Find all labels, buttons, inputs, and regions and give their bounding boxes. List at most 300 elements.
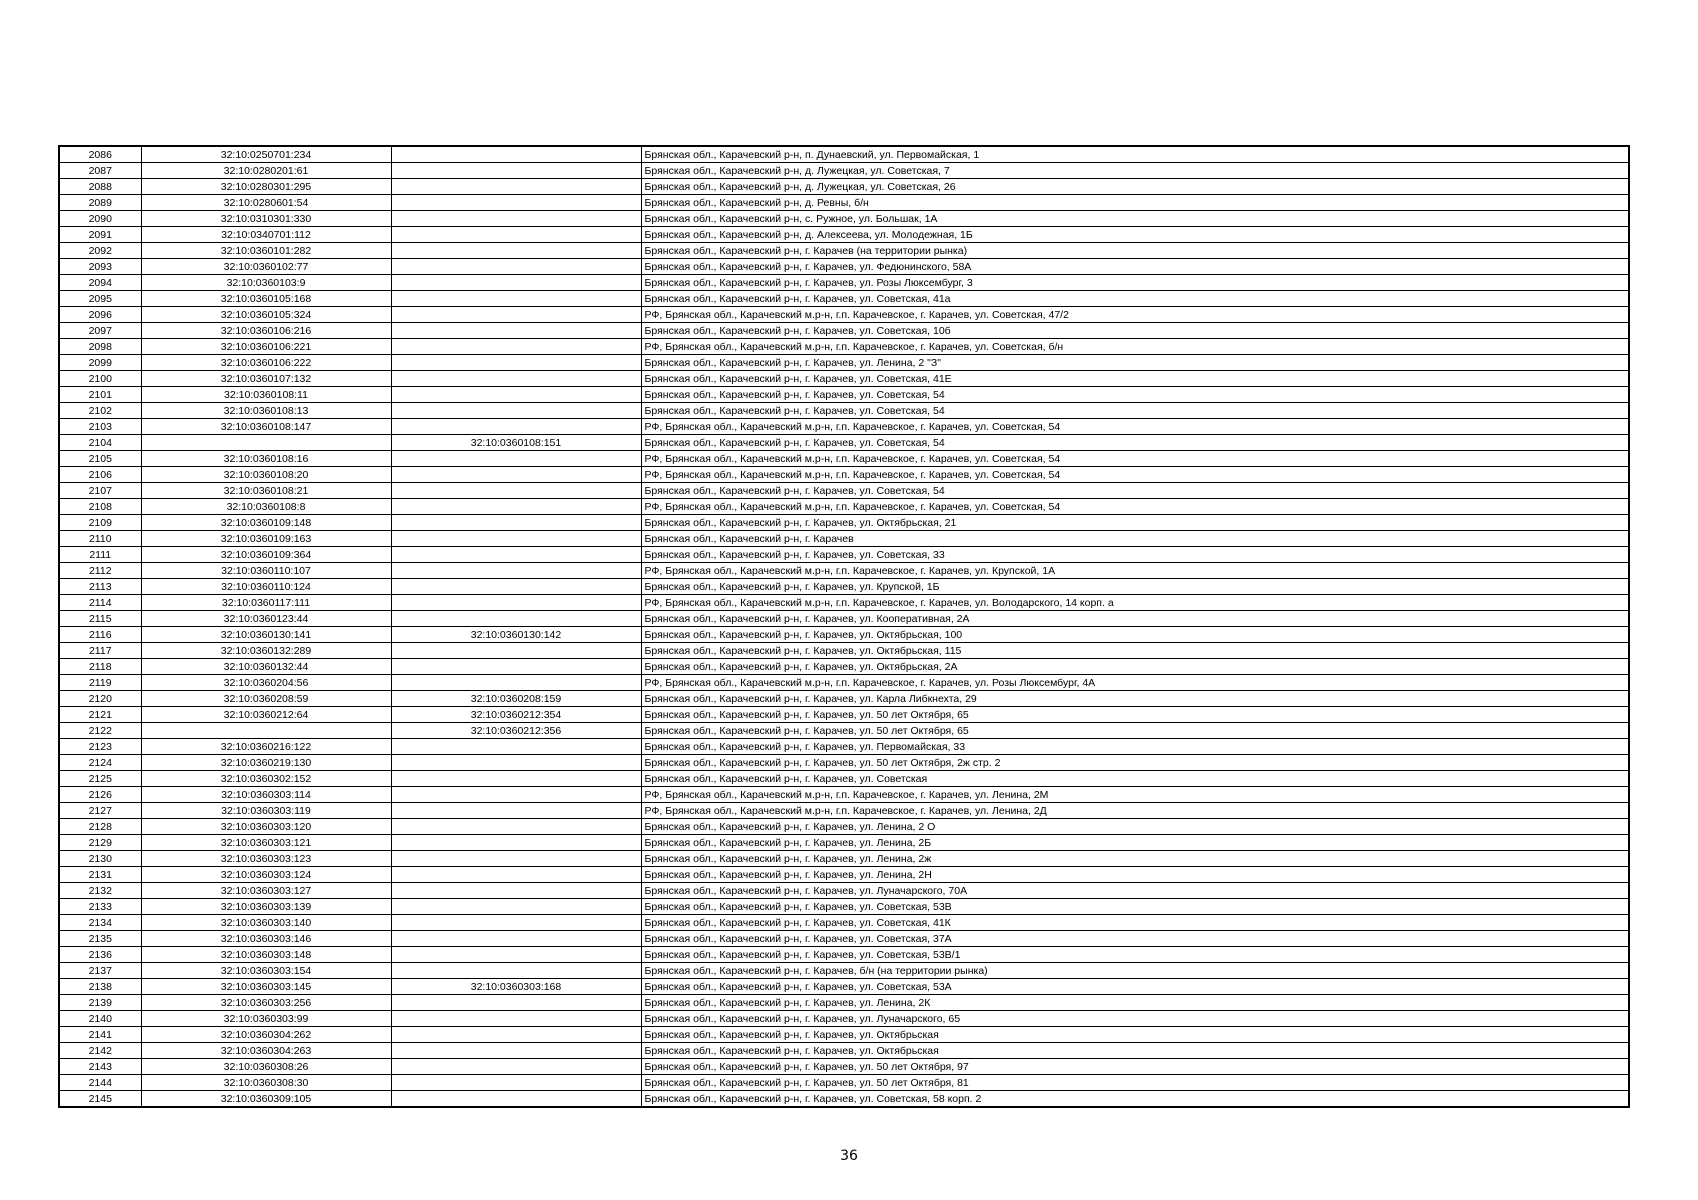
- row-number-cell: 2129: [59, 835, 141, 851]
- related-cadastral-number-cell: [391, 531, 641, 547]
- address-cell: Брянская обл., Карачевский р-н, г. Карачев, ул. 50 лет Октября, 97: [641, 1059, 1629, 1075]
- address-cell: РФ, Брянская обл., Карачевский м.р-н, г.п. Карачевское, г. Карачев, ул. Советская, 54: [641, 419, 1629, 435]
- related-cadastral-number-cell: [391, 1091, 641, 1108]
- related-cadastral-number-cell: [391, 547, 641, 563]
- cadastral-number-cell: 32:10:0360108:13: [141, 403, 391, 419]
- cadastral-number-cell: 32:10:0360216:122: [141, 739, 391, 755]
- related-cadastral-number-cell: [391, 771, 641, 787]
- table-row: [59, 963, 1629, 979]
- address-cell: Брянская обл., Карачевский р-н, г. Карачев, ул. Советская, 54: [641, 483, 1629, 499]
- cadastral-number-cell: 32:10:0360304:263: [141, 1043, 391, 1059]
- table-row: [59, 531, 1629, 547]
- address-cell: Брянская обл., Карачевский р-н, г. Карачев, ул. Советская, 58 корп. 2: [641, 1091, 1629, 1108]
- table-row: [59, 323, 1629, 339]
- table-row: [59, 691, 1629, 707]
- cadastral-number-cell: 32:10:0250701:234: [141, 146, 391, 163]
- row-number-cell: 2134: [59, 915, 141, 931]
- cadastral-number-cell: 32:10:0360117:111: [141, 595, 391, 611]
- address-cell: Брянская обл., Карачевский р-н, г. Карачев: [641, 531, 1629, 547]
- row-number-cell: 2139: [59, 995, 141, 1011]
- table-row: [59, 1043, 1629, 1059]
- table-row: [59, 723, 1629, 739]
- table-row: [59, 339, 1629, 355]
- table-row: [59, 291, 1629, 307]
- address-cell: Брянская обл., Карачевский р-н, с. Ружное, ул. Большак, 1А: [641, 211, 1629, 227]
- table-row: [59, 179, 1629, 195]
- cadastral-number-cell: 32:10:0360219:130: [141, 755, 391, 771]
- address-cell: РФ, Брянская обл., Карачевский м.р-н, г.п. Карачевское, г. Карачев, ул. Советская, 47/2: [641, 307, 1629, 323]
- address-cell: Брянская обл., Карачевский р-н, г. Карачев, ул. Советская, 53В/1: [641, 947, 1629, 963]
- row-number-cell: 2121: [59, 707, 141, 723]
- cadastral-number-cell: 32:10:0360106:216: [141, 323, 391, 339]
- row-number-cell: 2136: [59, 947, 141, 963]
- address-cell: Брянская обл., Карачевский р-н, г. Карачев, ул. Октябрьская, 21: [641, 515, 1629, 531]
- cadastral-number-cell: 32:10:0360105:168: [141, 291, 391, 307]
- address-cell: Брянская обл., Карачевский р-н, г. Карачев, ул. Ленина, 2К: [641, 995, 1629, 1011]
- row-number-cell: 2109: [59, 515, 141, 531]
- table-row: [59, 1075, 1629, 1091]
- cadastral-number-cell: 32:10:0360106:222: [141, 355, 391, 371]
- table-row: [59, 275, 1629, 291]
- row-number-cell: 2132: [59, 883, 141, 899]
- property-table: [58, 145, 1630, 1108]
- row-number-cell: 2120: [59, 691, 141, 707]
- table-row: [59, 611, 1629, 627]
- cadastral-number-cell: 32:10:0360303:99: [141, 1011, 391, 1027]
- related-cadastral-number-cell: [391, 195, 641, 211]
- table-row: [59, 419, 1629, 435]
- related-cadastral-number-cell: [391, 451, 641, 467]
- table-row: [59, 1059, 1629, 1075]
- cadastral-number-cell: 32:10:0360303:120: [141, 819, 391, 835]
- related-cadastral-number-cell: [391, 931, 641, 947]
- address-cell: Брянская обл., Карачевский р-н, г. Карачев, ул. 50 лет Октября, 65: [641, 707, 1629, 723]
- row-number-cell: 2093: [59, 259, 141, 275]
- row-number-cell: 2098: [59, 339, 141, 355]
- address-cell: Брянская обл., Карачевский р-н, г. Карачев, ул. Советская, 54: [641, 403, 1629, 419]
- cadastral-number-cell: 32:10:0360303:154: [141, 963, 391, 979]
- row-number-cell: 2141: [59, 1027, 141, 1043]
- cadastral-number-cell: 32:10:0360208:59: [141, 691, 391, 707]
- row-number-cell: 2102: [59, 403, 141, 419]
- table-row: [59, 515, 1629, 531]
- table-row: [59, 643, 1629, 659]
- related-cadastral-number-cell: [391, 1043, 641, 1059]
- cadastral-number-cell: 32:10:0360108:21: [141, 483, 391, 499]
- related-cadastral-number-cell: [391, 467, 641, 483]
- address-cell: Брянская обл., Карачевский р-н, г. Карачев, ул. Луначарского, 70А: [641, 883, 1629, 899]
- table-row: [59, 867, 1629, 883]
- related-cadastral-number-cell: [391, 339, 641, 355]
- address-cell: Брянская обл., Карачевский р-н, г. Карачев, ул. Советская, 54: [641, 435, 1629, 451]
- table-row: [59, 739, 1629, 755]
- related-cadastral-number-cell: [391, 1059, 641, 1075]
- address-cell: Брянская обл., Карачевский р-н, г. Карачев, ул. Советская, 41К: [641, 915, 1629, 931]
- row-number-cell: 2107: [59, 483, 141, 499]
- related-cadastral-number-cell: [391, 995, 641, 1011]
- address-cell: Брянская обл., Карачевский р-н, г. Карачев, ул. Советская, 53В: [641, 899, 1629, 915]
- row-number-cell: 2114: [59, 595, 141, 611]
- related-cadastral-number-cell: 32:10:0360130:142: [391, 627, 641, 643]
- cadastral-number-cell: 32:10:0360123:44: [141, 611, 391, 627]
- related-cadastral-number-cell: [391, 915, 641, 931]
- row-number-cell: 2131: [59, 867, 141, 883]
- row-number-cell: 2101: [59, 387, 141, 403]
- address-cell: Брянская обл., Карачевский р-н, г. Карачев, ул. Ленина, 2 "З": [641, 355, 1629, 371]
- related-cadastral-number-cell: [391, 163, 641, 179]
- row-number-cell: 2104: [59, 435, 141, 451]
- cadastral-number-cell: 32:10:0360130:141: [141, 627, 391, 643]
- cadastral-number-cell: [141, 723, 391, 739]
- cadastral-number-cell: 32:10:0360303:146: [141, 931, 391, 947]
- related-cadastral-number-cell: 32:10:0360108:151: [391, 435, 641, 451]
- table-row: [59, 451, 1629, 467]
- cadastral-number-cell: 32:10:0360108:8: [141, 499, 391, 515]
- address-cell: РФ, Брянская обл., Карачевский м.р-н, г.п. Карачевское, г. Карачев, ул. Володарского, 14 корп. а: [641, 595, 1629, 611]
- related-cadastral-number-cell: [391, 835, 641, 851]
- related-cadastral-number-cell: [391, 1011, 641, 1027]
- table-row: [59, 243, 1629, 259]
- cadastral-number-cell: 32:10:0360212:64: [141, 707, 391, 723]
- related-cadastral-number-cell: [391, 243, 641, 259]
- table-row: [59, 163, 1629, 179]
- table-row: [59, 483, 1629, 499]
- cadastral-number-cell: 32:10:0360107:132: [141, 371, 391, 387]
- cadastral-number-cell: 32:10:0340701:112: [141, 227, 391, 243]
- table-row: [59, 1011, 1629, 1027]
- row-number-cell: 2144: [59, 1075, 141, 1091]
- row-number-cell: 2142: [59, 1043, 141, 1059]
- related-cadastral-number-cell: [391, 739, 641, 755]
- row-number-cell: 2122: [59, 723, 141, 739]
- row-number-cell: 2100: [59, 371, 141, 387]
- related-cadastral-number-cell: [391, 307, 641, 323]
- related-cadastral-number-cell: [391, 515, 641, 531]
- related-cadastral-number-cell: [391, 883, 641, 899]
- address-cell: РФ, Брянская обл., Карачевский м.р-н, г.п. Карачевское, г. Карачев, ул. Ленина, 2М: [641, 787, 1629, 803]
- cadastral-number-cell: 32:10:0360308:30: [141, 1075, 391, 1091]
- related-cadastral-number-cell: [391, 1075, 641, 1091]
- table-row: [59, 403, 1629, 419]
- table-row: [59, 883, 1629, 899]
- row-number-cell: 2135: [59, 931, 141, 947]
- table-row: [59, 1027, 1629, 1043]
- table-row: [59, 467, 1629, 483]
- cadastral-number-cell: 32:10:0360109:148: [141, 515, 391, 531]
- cadastral-number-cell: 32:10:0310301:330: [141, 211, 391, 227]
- cadastral-number-cell: 32:10:0360308:26: [141, 1059, 391, 1075]
- address-cell: Брянская обл., Карачевский р-н, г. Карачев, ул. Федюнинского, 58А: [641, 259, 1629, 275]
- row-number-cell: 2119: [59, 675, 141, 691]
- table-row: [59, 707, 1629, 723]
- cadastral-number-cell: [141, 435, 391, 451]
- row-number-cell: 2089: [59, 195, 141, 211]
- row-number-cell: 2099: [59, 355, 141, 371]
- cadastral-number-cell: 32:10:0360303:139: [141, 899, 391, 915]
- cadastral-number-cell: 32:10:0360109:163: [141, 531, 391, 547]
- row-number-cell: 2111: [59, 547, 141, 563]
- row-number-cell: 2124: [59, 755, 141, 771]
- cadastral-number-cell: 32:10:0360110:124: [141, 579, 391, 595]
- table-row: [59, 771, 1629, 787]
- address-cell: РФ, Брянская обл., Карачевский м.р-н, г.п. Карачевское, г. Карачев, ул. Советская, 54: [641, 451, 1629, 467]
- address-cell: РФ, Брянская обл., Карачевский м.р-н, г.п. Карачевское, г. Карачев, ул. Ленина, 2Д: [641, 803, 1629, 819]
- table-row: [59, 595, 1629, 611]
- row-number-cell: 2117: [59, 643, 141, 659]
- address-cell: Брянская обл., Карачевский р-н, г. Карачев, ул. Советская, 41а: [641, 291, 1629, 307]
- cadastral-number-cell: 32:10:0360302:152: [141, 771, 391, 787]
- related-cadastral-number-cell: [391, 227, 641, 243]
- related-cadastral-number-cell: [391, 947, 641, 963]
- row-number-cell: 2137: [59, 963, 141, 979]
- cadastral-number-cell: 32:10:0360309:105: [141, 1091, 391, 1108]
- address-cell: Брянская обл., Карачевский р-н, г. Карачев, ул. Розы Люксембург, 3: [641, 275, 1629, 291]
- table-row: [59, 499, 1629, 515]
- address-cell: Брянская обл., Карачевский р-н, г. Карачев, ул. Советская, 10б: [641, 323, 1629, 339]
- related-cadastral-number-cell: [391, 483, 641, 499]
- table-row: [59, 435, 1629, 451]
- cadastral-number-cell: 32:10:0360108:11: [141, 387, 391, 403]
- address-cell: Брянская обл., Карачевский р-н, г. Карачев, ул. Советская, 37А: [641, 931, 1629, 947]
- related-cadastral-number-cell: [391, 179, 641, 195]
- table-row: [59, 931, 1629, 947]
- cadastral-number-cell: 32:10:0360108:20: [141, 467, 391, 483]
- related-cadastral-number-cell: [391, 867, 641, 883]
- cadastral-number-cell: 32:10:0360101:282: [141, 243, 391, 259]
- address-cell: Брянская обл., Карачевский р-н, г. Карачев, ул. Ленина, 2ж: [641, 851, 1629, 867]
- row-number-cell: 2138: [59, 979, 141, 995]
- cadastral-number-cell: 32:10:0360303:148: [141, 947, 391, 963]
- row-number-cell: 2115: [59, 611, 141, 627]
- address-cell: Брянская обл., Карачевский р-н, г. Карачев, ул. Советская, 41Е: [641, 371, 1629, 387]
- related-cadastral-number-cell: [391, 371, 641, 387]
- related-cadastral-number-cell: [391, 595, 641, 611]
- related-cadastral-number-cell: [391, 387, 641, 403]
- address-cell: Брянская обл., Карачевский р-н, г. Карачев, ул. Октябрьская, 115: [641, 643, 1629, 659]
- cadastral-number-cell: 32:10:0360108:16: [141, 451, 391, 467]
- row-number-cell: 2127: [59, 803, 141, 819]
- cadastral-number-cell: 32:10:0360303:256: [141, 995, 391, 1011]
- related-cadastral-number-cell: [391, 611, 641, 627]
- cadastral-number-cell: 32:10:0360204:56: [141, 675, 391, 691]
- cadastral-number-cell: 32:10:0280201:61: [141, 163, 391, 179]
- table-row: [59, 371, 1629, 387]
- table-row: [59, 899, 1629, 915]
- related-cadastral-number-cell: [391, 403, 641, 419]
- address-cell: Брянская обл., Карачевский р-н, г. Карачев, ул. Ленина, 2Б: [641, 835, 1629, 851]
- address-cell: Брянская обл., Карачевский р-н, г. Карачев, ул. Ленина, 2 О: [641, 819, 1629, 835]
- row-number-cell: 2116: [59, 627, 141, 643]
- table-row: [59, 547, 1629, 563]
- address-cell: Брянская обл., Карачевский р-н, п. Дунаевский, ул. Первомайская, 1: [641, 146, 1629, 163]
- table-row: [59, 227, 1629, 243]
- address-cell: Брянская обл., Карачевский р-н, г. Карачев, ул. Советская: [641, 771, 1629, 787]
- row-number-cell: 2123: [59, 739, 141, 755]
- row-number-cell: 2095: [59, 291, 141, 307]
- address-cell: Брянская обл., Карачевский р-н, г. Карачев, ул. Советская, 33: [641, 547, 1629, 563]
- related-cadastral-number-cell: [391, 323, 641, 339]
- related-cadastral-number-cell: [391, 291, 641, 307]
- related-cadastral-number-cell: [391, 419, 641, 435]
- cadastral-number-cell: 32:10:0360106:221: [141, 339, 391, 355]
- related-cadastral-number-cell: [391, 275, 641, 291]
- cadastral-number-cell: 32:10:0360303:123: [141, 851, 391, 867]
- row-number-cell: 2126: [59, 787, 141, 803]
- address-cell: Брянская обл., Карачевский р-н, г. Карачев, ул. 50 лет Октября, 81: [641, 1075, 1629, 1091]
- address-cell: РФ, Брянская обл., Карачевский м.р-н, г.п. Карачевское, г. Карачев, ул. Розы Люксембург, 4А: [641, 675, 1629, 691]
- row-number-cell: 2113: [59, 579, 141, 595]
- related-cadastral-number-cell: [391, 803, 641, 819]
- address-cell: Брянская обл., Карачевский р-н, г. Карачев, ул. Кооперативная, 2А: [641, 611, 1629, 627]
- related-cadastral-number-cell: [391, 755, 641, 771]
- row-number-cell: 2118: [59, 659, 141, 675]
- table-row: [59, 563, 1629, 579]
- address-cell: РФ, Брянская обл., Карачевский м.р-н, г.п. Карачевское, г. Карачев, ул. Советская, б/н: [641, 339, 1629, 355]
- table-row: [59, 787, 1629, 803]
- table-row: [59, 835, 1629, 851]
- row-number-cell: 2088: [59, 179, 141, 195]
- table-row: [59, 146, 1629, 163]
- property-table-body: [59, 146, 1629, 1107]
- address-cell: РФ, Брянская обл., Карачевский м.р-н, г.п. Карачевское, г. Карачев, ул. Советская, 54: [641, 499, 1629, 515]
- cadastral-number-cell: 32:10:0360109:364: [141, 547, 391, 563]
- address-cell: Брянская обл., Карачевский р-н, г. Карачев, ул. Октябрьская, 2А: [641, 659, 1629, 675]
- cadastral-number-cell: 32:10:0360303:124: [141, 867, 391, 883]
- table-row: [59, 211, 1629, 227]
- related-cadastral-number-cell: [391, 563, 641, 579]
- row-number-cell: 2090: [59, 211, 141, 227]
- cadastral-number-cell: 32:10:0360303:140: [141, 915, 391, 931]
- table-row: [59, 947, 1629, 963]
- table-row: [59, 803, 1629, 819]
- cadastral-number-cell: 32:10:0360132:289: [141, 643, 391, 659]
- related-cadastral-number-cell: [391, 659, 641, 675]
- row-number-cell: 2143: [59, 1059, 141, 1075]
- table-row: [59, 355, 1629, 371]
- cadastral-number-cell: 32:10:0360102:77: [141, 259, 391, 275]
- address-cell: Брянская обл., Карачевский р-н, д. Лужецкая, ул. Советская, 26: [641, 179, 1629, 195]
- cadastral-number-cell: 32:10:0360303:119: [141, 803, 391, 819]
- table-row: [59, 819, 1629, 835]
- row-number-cell: 2133: [59, 899, 141, 915]
- related-cadastral-number-cell: [391, 851, 641, 867]
- address-cell: Брянская обл., Карачевский р-н, д. Алексеева, ул. Молодежная, 1Б: [641, 227, 1629, 243]
- table-row: [59, 387, 1629, 403]
- table-row: [59, 755, 1629, 771]
- address-cell: Брянская обл., Карачевский р-н, г. Карачев, ул. Советская, 54: [641, 387, 1629, 403]
- cadastral-number-cell: 32:10:0360103:9: [141, 275, 391, 291]
- address-cell: Брянская обл., Карачевский р-н, г. Карачев, ул. 50 лет Октября, 2ж стр. 2: [641, 755, 1629, 771]
- address-cell: Брянская обл., Карачевский р-н, г. Карачев, б/н (на территории рынка): [641, 963, 1629, 979]
- address-cell: Брянская обл., Карачевский р-н, г. Карачев, ул. 50 лет Октября, 65: [641, 723, 1629, 739]
- table-row: [59, 659, 1629, 675]
- page-number: 36: [840, 1148, 858, 1164]
- table-row: [59, 195, 1629, 211]
- table-row: [59, 627, 1629, 643]
- table-row: [59, 995, 1629, 1011]
- cadastral-number-cell: 32:10:0360303:121: [141, 835, 391, 851]
- related-cadastral-number-cell: [391, 146, 641, 163]
- row-number-cell: 2096: [59, 307, 141, 323]
- row-number-cell: 2103: [59, 419, 141, 435]
- row-number-cell: 2086: [59, 146, 141, 163]
- related-cadastral-number-cell: [391, 355, 641, 371]
- table-row: [59, 579, 1629, 595]
- address-cell: Брянская обл., Карачевский р-н, д. Лужецкая, ул. Советская, 7: [641, 163, 1629, 179]
- row-number-cell: 2145: [59, 1091, 141, 1108]
- row-number-cell: 2110: [59, 531, 141, 547]
- row-number-cell: 2130: [59, 851, 141, 867]
- row-number-cell: 2108: [59, 499, 141, 515]
- related-cadastral-number-cell: [391, 787, 641, 803]
- address-cell: РФ, Брянская обл., Карачевский м.р-н, г.п. Карачевское, г. Карачев, ул. Советская, 54: [641, 467, 1629, 483]
- table-row: [59, 851, 1629, 867]
- table-row: [59, 979, 1629, 995]
- address-cell: Брянская обл., Карачевский р-н, г. Карачев, ул. Луначарского, 65: [641, 1011, 1629, 1027]
- related-cadastral-number-cell: 32:10:0360212:356: [391, 723, 641, 739]
- cadastral-number-cell: 32:10:0360105:324: [141, 307, 391, 323]
- address-cell: Брянская обл., Карачевский р-н, г. Карачев (на территории рынка): [641, 243, 1629, 259]
- address-cell: Брянская обл., Карачевский р-н, г. Карачев, ул. Ленина, 2Н: [641, 867, 1629, 883]
- address-cell: Брянская обл., Карачевский р-н, г. Карачев, ул. Советская, 53А: [641, 979, 1629, 995]
- address-cell: Брянская обл., Карачевский р-н, г. Карачев, ул. Октябрьская: [641, 1027, 1629, 1043]
- cadastral-number-cell: 32:10:0360303:145: [141, 979, 391, 995]
- related-cadastral-number-cell: [391, 899, 641, 915]
- address-cell: Брянская обл., Карачевский р-н, г. Карачев, ул. Октябрьская, 100: [641, 627, 1629, 643]
- address-cell: РФ, Брянская обл., Карачевский м.р-н, г.п. Карачевское, г. Карачев, ул. Крупской, 1А: [641, 563, 1629, 579]
- related-cadastral-number-cell: [391, 1027, 641, 1043]
- related-cadastral-number-cell: 32:10:0360303:168: [391, 979, 641, 995]
- table-row: [59, 307, 1629, 323]
- related-cadastral-number-cell: [391, 643, 641, 659]
- related-cadastral-number-cell: 32:10:0360212:354: [391, 707, 641, 723]
- related-cadastral-number-cell: [391, 259, 641, 275]
- table-row: [59, 1091, 1629, 1108]
- cadastral-number-cell: 32:10:0280601:54: [141, 195, 391, 211]
- related-cadastral-number-cell: [391, 211, 641, 227]
- related-cadastral-number-cell: [391, 819, 641, 835]
- table-row: [59, 915, 1629, 931]
- related-cadastral-number-cell: [391, 963, 641, 979]
- cadastral-number-cell: 32:10:0280301:295: [141, 179, 391, 195]
- related-cadastral-number-cell: [391, 499, 641, 515]
- address-cell: Брянская обл., Карачевский р-н, г. Карачев, ул. Первомайская, 33: [641, 739, 1629, 755]
- address-cell: Брянская обл., Карачевский р-н, г. Карачев, ул. Октябрьская: [641, 1043, 1629, 1059]
- address-cell: Брянская обл., Карачевский р-н, г. Карачев, ул. Крупской, 1Б: [641, 579, 1629, 595]
- row-number-cell: 2128: [59, 819, 141, 835]
- cadastral-number-cell: 32:10:0360110:107: [141, 563, 391, 579]
- cadastral-number-cell: 32:10:0360132:44: [141, 659, 391, 675]
- related-cadastral-number-cell: 32:10:0360208:159: [391, 691, 641, 707]
- row-number-cell: 2094: [59, 275, 141, 291]
- row-number-cell: 2106: [59, 467, 141, 483]
- row-number-cell: 2091: [59, 227, 141, 243]
- address-cell: Брянская обл., Карачевский р-н, д. Ревны, б/н: [641, 195, 1629, 211]
- row-number-cell: 2092: [59, 243, 141, 259]
- row-number-cell: 2140: [59, 1011, 141, 1027]
- row-number-cell: 2112: [59, 563, 141, 579]
- cadastral-number-cell: 32:10:0360303:114: [141, 787, 391, 803]
- related-cadastral-number-cell: [391, 675, 641, 691]
- cadastral-number-cell: 32:10:0360108:147: [141, 419, 391, 435]
- related-cadastral-number-cell: [391, 579, 641, 595]
- row-number-cell: 2087: [59, 163, 141, 179]
- cadastral-number-cell: 32:10:0360303:127: [141, 883, 391, 899]
- row-number-cell: 2105: [59, 451, 141, 467]
- address-cell: Брянская обл., Карачевский р-н, г. Карачев, ул. Карла Либкнехта, 29: [641, 691, 1629, 707]
- cadastral-number-cell: 32:10:0360304:262: [141, 1027, 391, 1043]
- row-number-cell: 2097: [59, 323, 141, 339]
